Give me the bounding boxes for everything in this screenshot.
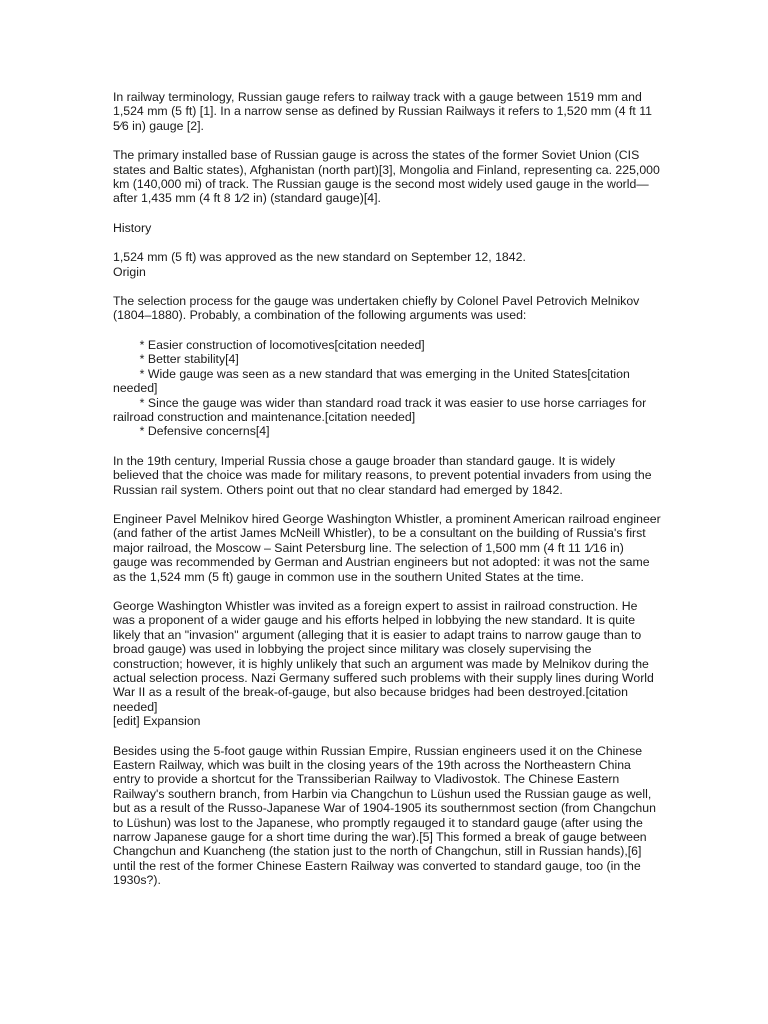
intro-paragraph-1: In railway terminology, Russian gauge refers to railway track with a gauge between 1519 mm and 1,524 mm (5 ft) [1]. In a narrow sense as defined by Russian Railways it refers to 1,520 mm (4 ft 11 5⁄6 in) gauge [2]. <box>113 90 653 133</box>
history-paragraph: 1,524 mm (5 ft) was approved as the new standard on September 12, 1842. <box>113 250 526 265</box>
bullet-star: * <box>139 352 145 367</box>
expansion-paragraph: Besides using the 5-foot gauge within Russian Empire, Russian engineers used it on the Chinese Eastern Railway, which was built in the closing years of the 19th across the Northeastern China entry to provide a shortcut for the Transsiberian Railway to Vladivostok. The Chinese Eastern Railway's southern branch, from Harbin via Changchun to Lüshun used the Russian gauge as well, but as a result of the Russo-Japanese War of 1904-1905 its southernmost section (from Changchun to Lüshun) was lost to the Japanese, who promptly regauged it to standard gauge (after using the narrow Japanese gauge for a short time during the war).[5] This formed a break of gauge between Changchun and Kuancheng (the station just to the north of Changchun, still in Russian hands),[6] until the rest of the former Chinese Eastern Railway was converted to standard gauge, too (in the 1930s?). <box>113 743 656 888</box>
bullet-text: Better stability[4] <box>147 352 239 367</box>
argument-list <box>113 338 661 439</box>
bullet-text: Since the gauge was wider than standard road track it was easier to use horse carriages for railroad construction and maintenance.[citation needed] <box>113 395 647 424</box>
origin-paragraph-3: Engineer Pavel Melnikov hired George Washington Whistler, a prominent American railroad engineer (and father of the artist James McNeill Whistler), to be a consultant on the building of Russia's first major railroad, the Moscow – Saint Petersburg line. The selection of 1,500 mm (4 ft 11 1⁄16 in) gauge was recommended by German and Austrian engineers but not adopted: it was not the same as the 1,524 mm (5 ft) gauge in common use in the southern United States at the time. <box>113 511 661 584</box>
origin-paragraph-4: George Washington Whistler was invited as a foreign expert to assist in railroad construction. He was a proponent of a wider gauge and his efforts helped in lobbying the new standard. It is quite likely that an "invasion" argument (alleging that it is easier to adapt trains to narrow gauge than to broad gauge) was used in lobbying the project since military was closely supervising the construction; however, it is highly unlikely that such an argument was made by Melnikov during the actual selection process. Nazi Germany suffered such problems with their supply lines during World War II as a result of the break-of-gauge, but also because bridges had been destroyed.[citation needed] <box>113 598 654 714</box>
bullet-star: * <box>139 337 145 352</box>
bullet-star: * <box>139 395 145 410</box>
origin-paragraph-1: The selection process for the gauge was undertaken chiefly by Colonel Pavel Petrovich Melnikov (1804–1880). Probably, a combination of the following arguments was used: <box>113 294 640 323</box>
history-heading: History <box>113 220 152 235</box>
bullet-star: * <box>139 366 145 381</box>
bullet-text: Wide gauge was seen as a new standard that was emerging in the United States[citation needed] <box>113 366 630 396</box>
bullet-text: Easier construction of locomotives[citation needed] <box>147 337 425 352</box>
list-item <box>113 424 661 438</box>
expansion-heading: [edit] Expansion <box>113 714 201 729</box>
document-page <box>113 90 661 903</box>
bullet-text: Defensive concerns[4] <box>147 424 270 439</box>
intro-paragraph-2: The primary installed base of Russian gauge is across the states of the former Soviet Union (CIS states and Baltic states), Afghanistan (north part)[3], Mongolia and Finland, representing ca. 225,000 km (140,000 mi) of track. The Russian gauge is the second most widely used gauge in the world—after 1,435 mm (4 ft 8 1⁄2 in) (standard gauge)[4]. <box>113 148 660 206</box>
origin-heading: Origin <box>113 264 146 279</box>
list-item <box>113 338 661 352</box>
origin-paragraph-2: In the 19th century, Imperial Russia chose a gauge broader than standard gauge. It is widely believed that the choice was made for military reasons, to prevent potential invaders from using the Russian rail system. Others point out that no clear standard had emerged by 1842. <box>113 453 652 497</box>
list-item <box>113 396 661 425</box>
bullet-marker <box>113 396 126 410</box>
bullet-marker <box>113 424 126 438</box>
bullet-marker <box>113 352 126 366</box>
list-item <box>113 367 661 396</box>
bullet-star: * <box>139 424 145 439</box>
bullet-marker <box>113 367 126 381</box>
bullet-marker <box>113 338 126 352</box>
list-item <box>113 352 661 366</box>
